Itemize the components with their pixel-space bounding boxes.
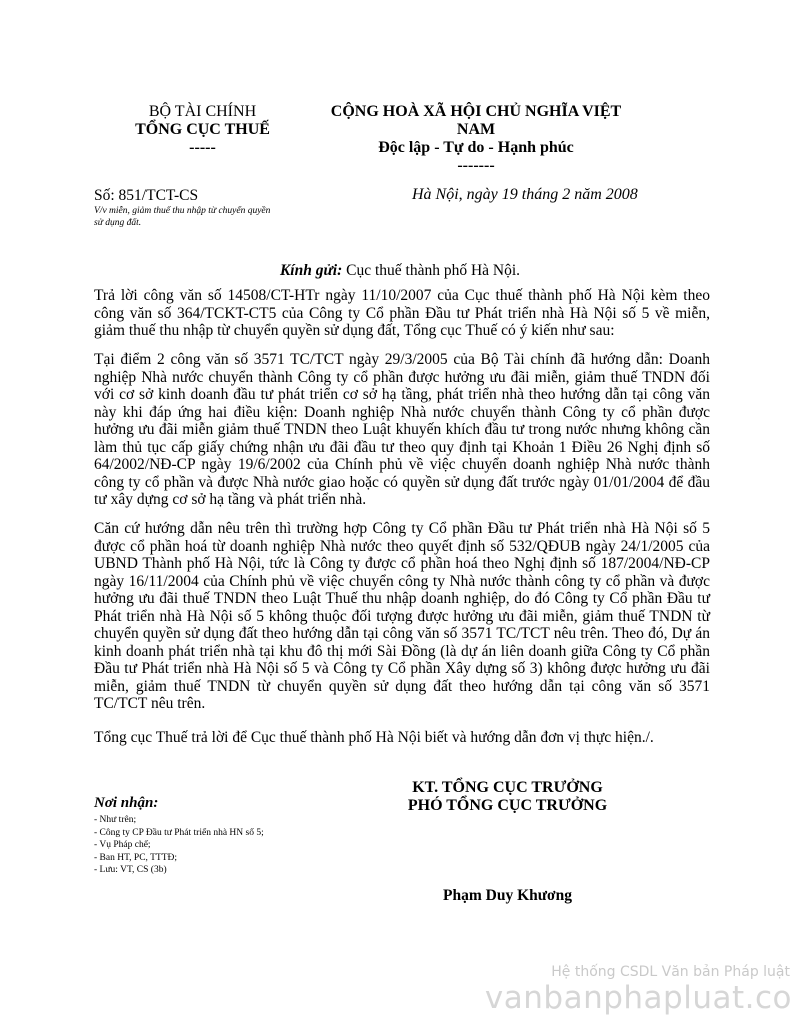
issuer-block xyxy=(110,103,295,157)
subject-line-2: sử dụng đất. xyxy=(94,218,142,228)
motto-divider: ------- xyxy=(457,157,495,174)
country-name: CỘNG HOÀ XÃ HỘI CHỦ NGHĨA VIỆT xyxy=(330,103,622,120)
motto: Độc lập - Tự do - Hạnh phúc xyxy=(378,139,574,156)
signature-title-2: PHÓ TỔNG CỤC TRƯỞNG xyxy=(407,797,608,814)
recipients-label: Nơi nhận: xyxy=(94,795,159,811)
subject-line-1: V/v miễn, giảm thuế thu nhập từ chuyển quyền xyxy=(94,206,271,216)
watermark-line-1: Hệ thống CSDL Văn bản Pháp luật xyxy=(551,964,790,980)
signer-name: Phạm Duy Khương xyxy=(443,887,572,904)
issue-date: Hà Nội, ngày 19 tháng 2 năm 2008 xyxy=(412,186,638,203)
recipient-item: - Ban HT, PC, TTTĐ; xyxy=(94,852,178,863)
recipient-item: - Công ty CP Đầu tư Phát triển nhà HN số 5; xyxy=(94,827,264,838)
recipient-name: Cục thuế thành phố Hà Nội. xyxy=(346,262,521,279)
body-paragraph: Tại điểm 2 công văn số 3571 TC/TCT ngày 29/3/2005 của Bộ Tài chính đã hướng dẫn: Doanh nghiệp Nhà nước chuyển thành Công ty cổ phần được hưởng ưu đãi miễn, giảm thuế TNDN đối với cơ sở kinh doanh đầu tư phát triển cơ sở hạ tầng, phát triển nhà theo hướng dẫn tại công văn này khi đáp ứng hai điều kiện: Doanh nghiệp Nhà nước chuyển thành Công ty cổ phần được hưởng ưu đãi miễn giảm thuế TNDN theo Luật khuyến khích đầu tư trong nước nhưng không cần làm thủ tục cấp giấy chứng nhận ưu đãi đầu tư theo quy định tại Khoản 1 Điều 26 Nghị định số 64/2002/NĐ-CP ngày 19/6/2002 của Chính phủ về việc chuyển doanh nghiệp Nhà nước thành công ty cổ phần và được Nhà nước giao hoặc có quyền sử dụng đất trước ngày 01/01/2004 để đầu tư xây dựng cơ sở hạ tầng và phát triển nhà. xyxy=(94,351,710,508)
recipients-list xyxy=(94,814,394,877)
doc-number: Số: 851/TCT-CS xyxy=(94,187,199,204)
body-paragraph: Tổng cục Thuế trả lời để Cục thuế thành phố Hà Nội biết và hướng dẫn đơn vị thực hiện./. xyxy=(94,729,654,746)
department-name: TỔNG CỤC THUẾ xyxy=(135,121,270,138)
subject-block xyxy=(94,205,324,229)
recipient-item: - Lưu: VT, CS (3b) xyxy=(94,865,167,875)
recipient-line xyxy=(0,262,800,280)
national-motto-block xyxy=(315,103,637,175)
ministry-name: BỘ TÀI CHÍNH xyxy=(148,103,257,120)
body-paragraph: Trả lời công văn số 14508/CT-HTr ngày 11/10/2007 của Cục thuế thành phố Hà Nội kèm theo công văn số 364/TCKT-CT5 của Công ty Cổ phần Đầu tư Phát triển nhà Hà Nội số 5 về miễn, giảm thuế thu nhập từ chuyển quyền sử dụng đất, Tổng cục Thuế có ý kiến như sau: xyxy=(94,287,710,339)
signature-title-1: KT. TỔNG CỤC TRƯỞNG xyxy=(412,779,603,796)
recipient-item: - Như trên; xyxy=(94,815,137,825)
recipient-item: - Vụ Pháp chế; xyxy=(94,840,151,850)
country-name-cont: NAM xyxy=(456,121,496,138)
issuer-divider: ----- xyxy=(189,139,216,156)
watermark-line-2: vanbanphapluat.co xyxy=(484,980,792,1016)
body-paragraph: Căn cứ hướng dẫn nêu trên thì trường hợp Công ty Cổ phần Đầu tư Phát triển nhà Hà Nội số 5 được cổ phần hoá từ doanh nghiệp Nhà nước theo quyết định số 532/QĐUB ngày 24/1/2005 của UBND Thành phố Hà Nội, tức là Công ty được cổ phần hoá theo Nghị định số 187/2004/NĐ-CP ngày 16/11/2004 của Chính phủ về việc chuyển công ty Nhà nước thành công ty cổ phần và được hưởng ưu đãi thuế TNDN theo Luật Thuế thu nhập doanh nghiệp, do đó Công ty Cổ phần Đầu tư Phát triển nhà Hà Nội số 5 không thuộc đối tượng được hưởng ưu đãi miễn, giảm thuế TNDN từ chuyển quyền sử dụng đất theo hướng dẫn tại công văn số 3571 TC/TCT nêu trên. Theo đó, Dự án kinh doanh phát triển nhà tại khu đô thị mới Sài Đồng (là dự án liên doanh giữa Công ty Cổ phần Đầu tư Phát triển nhà Hà Nội số 5 và Công ty Cổ phần Xây dựng số 3) không được hưởng ưu đãi miễn, giảm thuế TNDN từ chuyển quyền sử dụng đất theo hướng dẫn tại công văn số 3571 TC/TCT nêu trên. xyxy=(94,520,710,712)
recipient-label: Kính gửi: xyxy=(279,262,343,279)
signature-block xyxy=(395,779,620,815)
